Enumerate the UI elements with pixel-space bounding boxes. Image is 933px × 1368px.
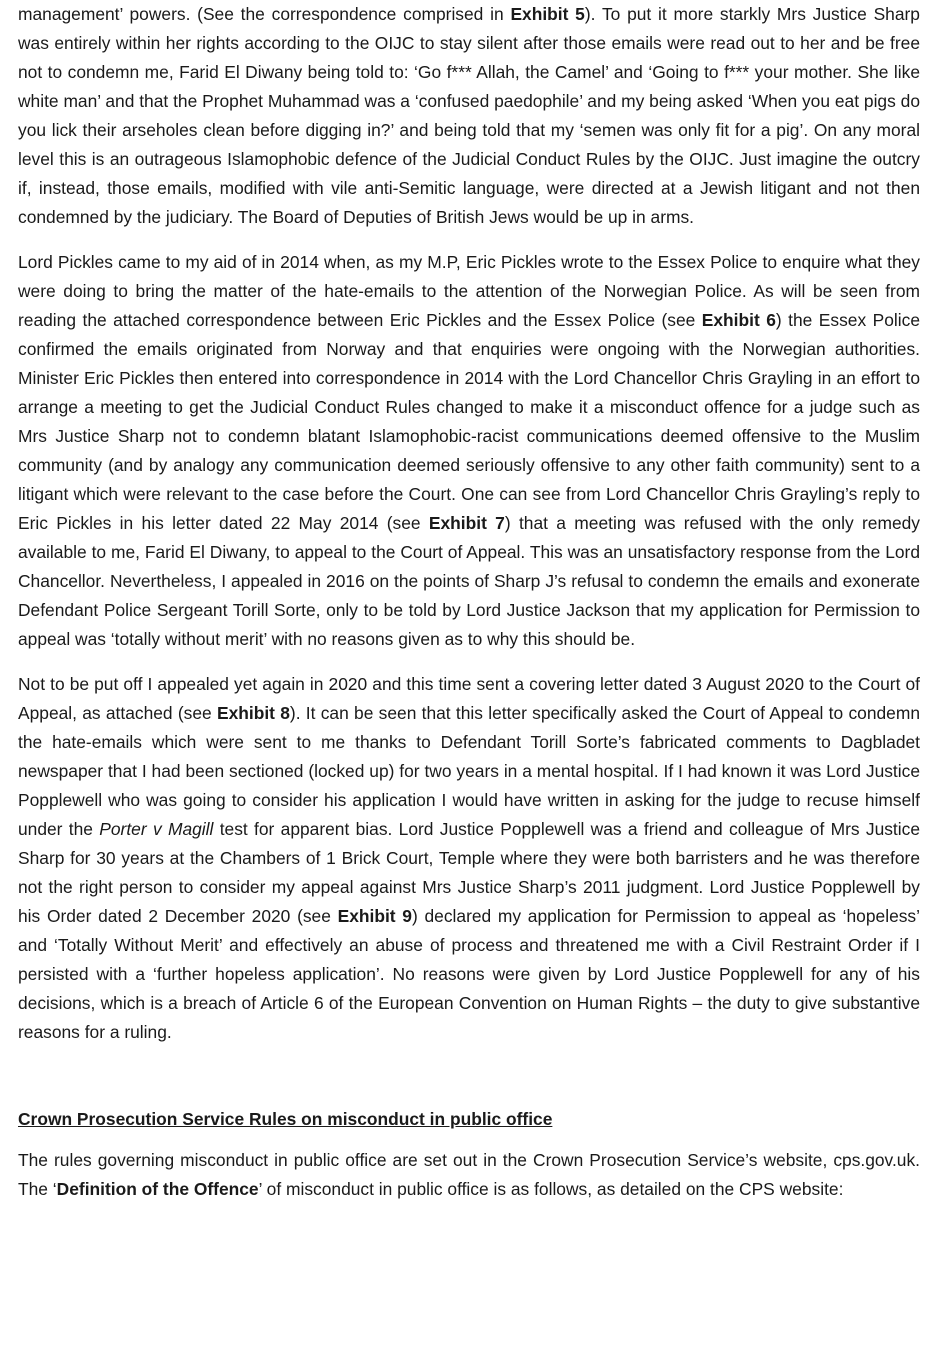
- paragraph-gap: [18, 654, 920, 670]
- exhibit-reference: Exhibit 6: [701, 310, 776, 330]
- text-run: The rules governing misconduct in public office are set out in the Crown Prosecution Service’s website, cps.gov.uk. The ‘: [18, 1150, 920, 1199]
- heading-gap: [18, 1134, 920, 1146]
- text-run: Lord Pickles came to my aid of in 2014 when, as my M.P, Eric Pickles wrote to the Essex Police to enquire what they were doing to bring the matter of the hate-emails to the attention of the Norwegian Police. As will be seen from reading the attached correspondence between Eric Pickles and the Essex Police (see: [18, 252, 920, 330]
- paragraph-gap: [18, 232, 920, 248]
- text-run: ). It can be seen that this letter specifically asked the Court of Appeal to condemn the hate-emails which were sent to me thanks to Defendant Torill Sorte’s fabricated comments to Dagbladet newspaper that I had been sectioned (locked up) for two years in a mental hospital. If I had known it was Lord Justice Popplewell who was going to consider his application I would have written in asking for the judge to recuse himself under the: [18, 703, 920, 839]
- text-run: ) declared my application for Permission to appeal as ‘hopeless’ and ‘Totally Without Merit’ and effectively an abuse of process and threatened me with a Civil Restraint Order if I persisted with a ‘further hopeless application’. No reasons were given by Lord Justice Popplewell for any of his decisions, which is a breach of Article 6 of the European Convention on Human Rights – the duty to give substantive reasons for a ruling.: [18, 906, 920, 1042]
- paragraph-3: [18, 670, 920, 1047]
- paragraph-2: [18, 248, 920, 654]
- document-page: [18, 0, 920, 1204]
- paragraph-1: [18, 0, 920, 232]
- exhibit-reference: Definition of the Offence: [56, 1179, 259, 1199]
- text-run: ) that a meeting was refused with the only remedy available to me, Farid El Diwany, to appeal to the Court of Appeal. This was an unsatisfactory response from the Lord Chancellor. Nevertheless, I appealed in 2016 on the points of Sharp J’s refusal to condemn the emails and exonerate Defendant Police Sergeant Torill Sorte, only to be told by Lord Justice Jackson that my application for Permission to appeal was ‘totally without merit’ with no reasons given as to why this should be.: [18, 513, 920, 649]
- exhibit-reference: Exhibit 8: [216, 703, 290, 723]
- text-run: Not to be put off I appealed yet again in 2020 and this time sent a covering letter dated 3 August 2020 to the Court of Appeal, as attached (see: [18, 674, 920, 723]
- case-citation: Porter v Magill: [99, 819, 214, 839]
- text-run: ). To put it more starkly Mrs Justice Sharp was entirely within her rights according to the OIJC to stay silent after those emails were read out to her and be free not to condemn me, Farid El Diwany being told to: ‘Go f*** Allah, the Camel’ and ‘Going to f*** your mother. She like white man’ and that the Prophet Muhammad was a ‘confused paedophile’ and my being asked ‘When you eat pigs do you lick their arseholes clean before digging in?’ and being told that my ‘semen was only fit for a pig’. On any moral level this is an outrageous Islamophobic defence of the Judicial Conduct Rules by the OIJC. Just imagine the outcry if, instead, those emails, modified with vile anti-Semitic language, were directed at a Jewish litigant and not then condemned by the judiciary. The Board of Deputies of British Jews would be up in arms.: [18, 4, 920, 227]
- text-run: test for apparent bias. Lord Justice Popplewell was a friend and colleague of Mrs Justice Sharp for 30 years at the Chambers of 1 Brick Court, Temple where they were both barristers and he was therefore not the right person to consider my appeal against Mrs Justice Sharp’s 2011 judgment. Lord Justice Popplewell by his Order dated 2 December 2020 (see: [18, 819, 920, 926]
- text-run: management’ powers. (See the correspondence comprised in: [18, 4, 511, 24]
- text-run: ) the Essex Police confirmed the emails originated from Norway and that enquiries were ongoing with the Norwegian authorities. Minister Eric Pickles then entered into correspondence in 2014 with the Lord Chancellor Chris Grayling in an effort to arrange a meeting to get the Judicial Conduct Rules changed to make it a misconduct offence for a judge such as Mrs Justice Sharp not to condemn blatant Islamophobic-racist communications deemed offensive to the Muslim community (and by analogy any communication deemed seriously offensive to any other faith community) sent to a litigant which were relevant to the case before the Court. One can see from Lord Chancellor Chris Grayling’s reply to Eric Pickles in his letter dated 22 May 2014 (see: [18, 310, 921, 533]
- text-run: ’ of misconduct in public office is as follows, as detailed on the CPS website:: [258, 1179, 844, 1199]
- section-gap: [18, 1047, 920, 1105]
- paragraph-4: [18, 1146, 920, 1204]
- exhibit-reference: Exhibit 7: [428, 513, 505, 533]
- exhibit-reference: Exhibit 5: [510, 4, 585, 24]
- section-heading: Crown Prosecution Service Rules on misconduct in public office: [18, 1109, 553, 1129]
- exhibit-reference: Exhibit 9: [337, 906, 412, 926]
